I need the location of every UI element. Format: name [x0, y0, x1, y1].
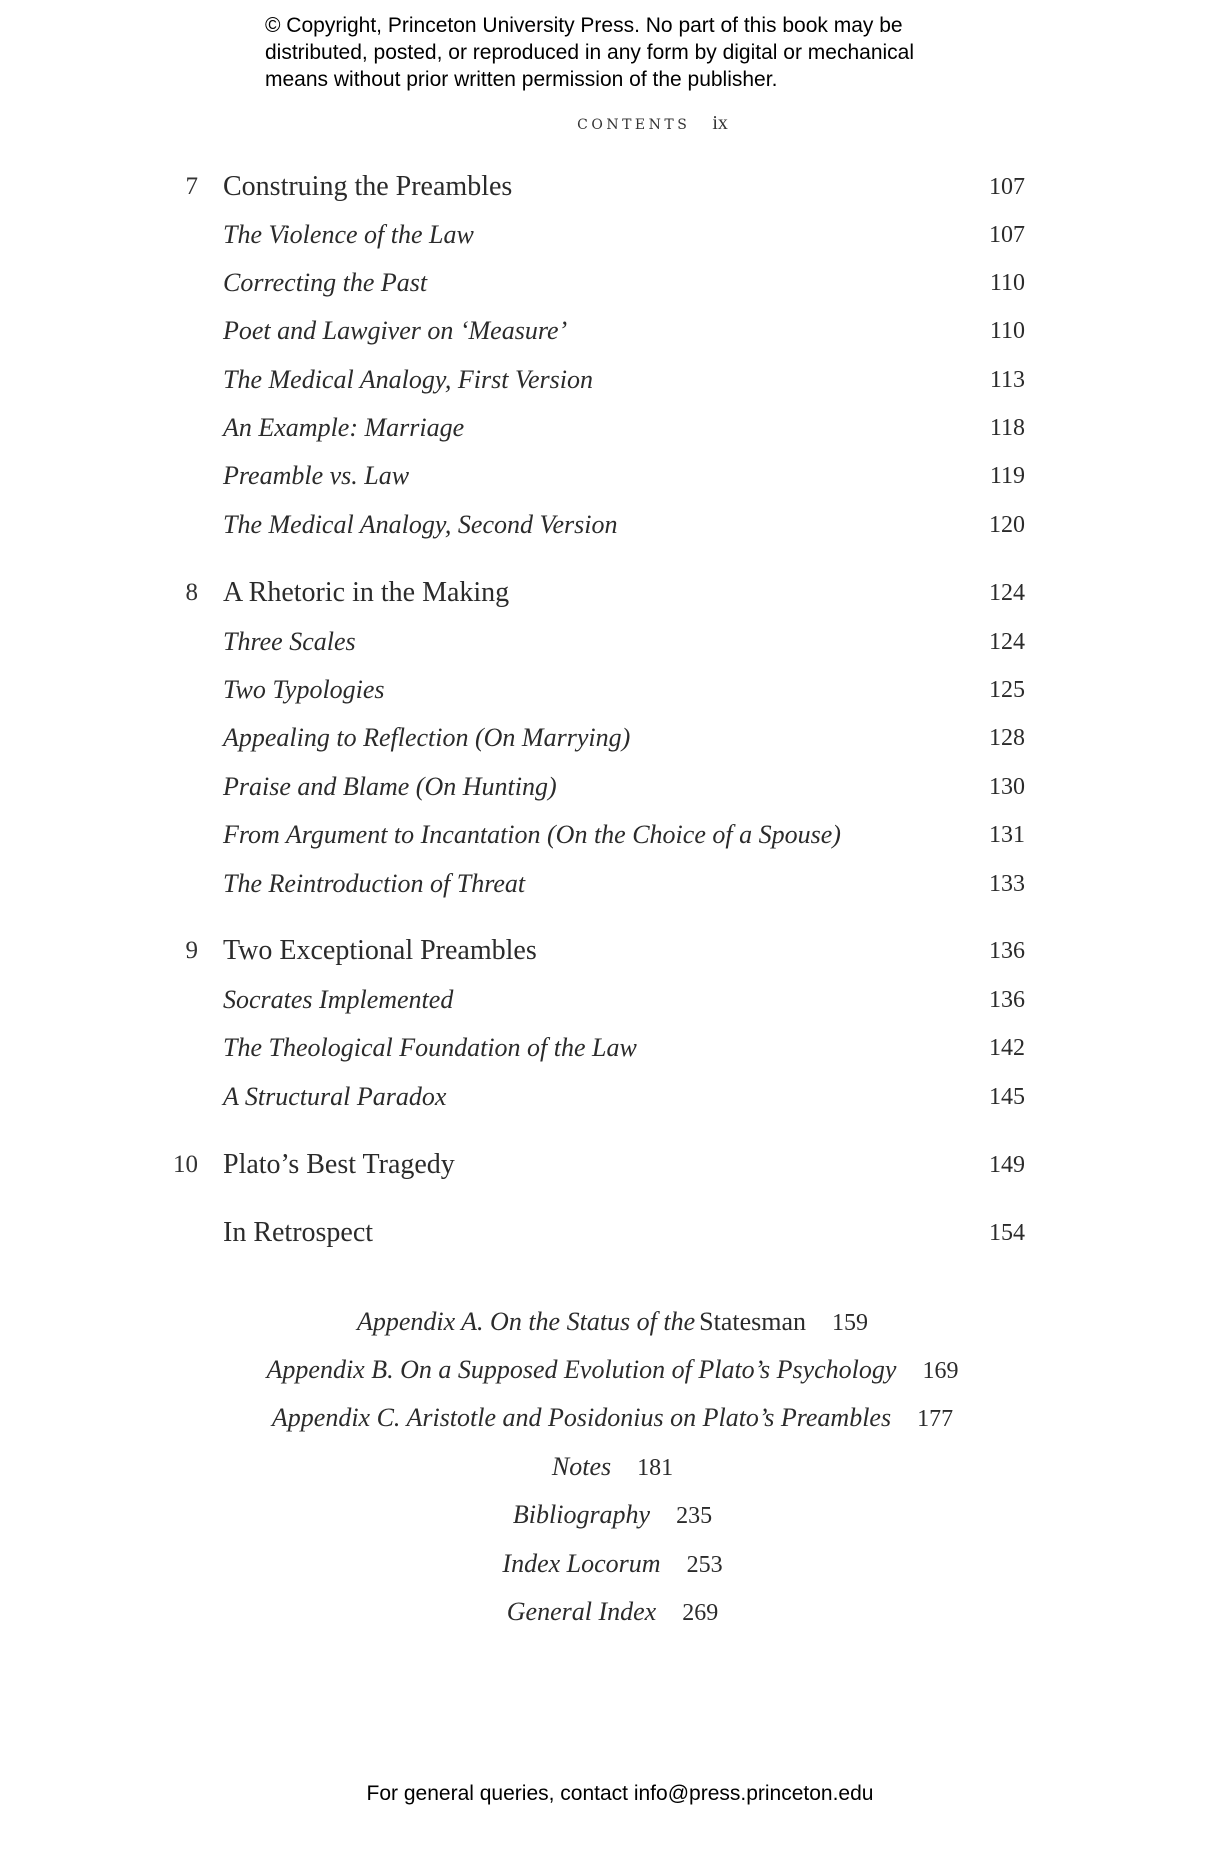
page-number: 130 — [989, 774, 1025, 800]
toc-chapter-10 — [0, 1145, 1225, 1185]
page-number: 159 — [832, 1310, 869, 1336]
toc-section — [0, 718, 1225, 758]
page-number: 124 — [989, 629, 1025, 655]
page-number: 124 — [989, 580, 1025, 606]
toc-section — [0, 670, 1225, 710]
page-number: 177 — [917, 1406, 954, 1432]
page-number: 107 — [989, 222, 1025, 248]
toc-section — [0, 1077, 1225, 1117]
section-title: Correcting the Past — [223, 268, 428, 297]
page-number: 136 — [989, 987, 1025, 1013]
copyright-notice — [265, 12, 1025, 93]
toc-section — [0, 1028, 1225, 1068]
section-title: The Violence of the Law — [223, 220, 474, 249]
toc-section — [0, 864, 1225, 904]
running-head-title: CONTENTS — [577, 117, 691, 133]
running-head — [0, 112, 1225, 135]
section-title: Praise and Blame (On Hunting) — [223, 772, 557, 801]
page-number: 107 — [989, 174, 1025, 200]
toc-appendix-c — [0, 1398, 1225, 1438]
section-title: The Medical Analogy, First Version — [223, 365, 593, 394]
page-number: 118 — [989, 415, 1025, 441]
page-number: 133 — [989, 871, 1025, 897]
toc-section — [0, 360, 1225, 400]
section-title: The Theological Foundation of the Law — [223, 1033, 637, 1062]
running-head-page: ix — [712, 112, 728, 134]
chapter-number: 7 — [185, 173, 198, 200]
footer-contact: For general queries, contact info@press.princeton.edu — [366, 1782, 874, 1805]
section-title: Socrates Implemented — [223, 985, 454, 1014]
section-title: The Medical Analogy, Second Version — [223, 510, 618, 539]
copyright-line-3: means without prior written permission of the publisher. — [265, 68, 778, 91]
section-title: From Argument to Incantation (On the Choice of a Spouse) — [223, 820, 841, 849]
page-number: 235 — [676, 1503, 713, 1529]
back-matter-title: Notes — [551, 1452, 612, 1481]
section-title: Preamble vs. Law — [223, 461, 410, 490]
page-number: 269 — [682, 1600, 719, 1626]
back-matter-title: General Index — [506, 1597, 657, 1626]
appendix-title-work: Statesman — [699, 1307, 807, 1336]
toc-section — [0, 622, 1225, 662]
toc-chapter-9 — [0, 931, 1225, 971]
section-title: An Example: Marriage — [223, 413, 465, 442]
toc-section — [0, 815, 1225, 855]
back-matter-title: Bibliography — [512, 1500, 651, 1529]
toc-chapter-7 — [0, 167, 1225, 207]
page-number: 145 — [989, 1084, 1025, 1110]
appendix-title: Appendix B. On a Supposed Evolution of Plato’s Psychology — [266, 1355, 897, 1384]
back-matter-title: Index Locorum — [502, 1549, 661, 1578]
chapter-number: 10 — [173, 1151, 198, 1178]
toc-section — [0, 263, 1225, 303]
toc-index-locorum — [0, 1544, 1225, 1584]
page-number: 149 — [989, 1152, 1025, 1178]
chapter-number: 8 — [185, 579, 198, 606]
toc-section — [0, 311, 1225, 351]
page-number: 110 — [989, 270, 1025, 296]
chapter-title: A Rhetoric in the Making — [223, 577, 510, 608]
toc-bibliography — [0, 1495, 1225, 1535]
page-number: 142 — [989, 1035, 1025, 1061]
page-number: 131 — [989, 822, 1025, 848]
toc-section — [0, 408, 1225, 448]
page-number: 128 — [989, 725, 1025, 751]
section-title: A Structural Paradox — [223, 1082, 447, 1111]
section-title: Appealing to Reflection (On Marrying) — [223, 723, 631, 752]
chapter-title: Plato’s Best Tragedy — [223, 1149, 455, 1180]
chapter-title: In Retrospect — [223, 1217, 374, 1248]
page-number: 110 — [989, 318, 1025, 344]
chapter-title: Construing the Preambles — [223, 171, 513, 202]
page-number: 113 — [989, 367, 1025, 393]
page-number: 125 — [989, 677, 1025, 703]
toc-notes — [0, 1447, 1225, 1487]
page-number: 169 — [922, 1358, 959, 1384]
page-number: 181 — [637, 1455, 674, 1481]
toc-section — [0, 456, 1225, 496]
section-title: The Reintroduction of Threat — [223, 869, 526, 898]
toc-appendix-a — [0, 1302, 1225, 1342]
appendix-title: Appendix A. On the Status of the — [356, 1307, 696, 1336]
section-title: Three Scales — [223, 627, 356, 656]
page-number: 120 — [989, 512, 1025, 538]
toc-section — [0, 505, 1225, 545]
copyright-line-2: distributed, posted, or reproduced in any form by digital or mechanical — [265, 41, 915, 64]
page-number: 136 — [989, 938, 1025, 964]
toc-in-retrospect — [0, 1213, 1225, 1253]
toc-section — [0, 980, 1225, 1020]
copyright-line-1: © Copyright, Princeton University Press. No part of this book may be — [265, 14, 903, 37]
toc-chapter-8 — [0, 573, 1225, 613]
appendix-title: Appendix C. Aristotle and Posidonius on Plato’s Preambles — [271, 1403, 892, 1432]
toc-appendix-b — [0, 1350, 1225, 1390]
chapter-number: 9 — [185, 937, 198, 964]
chapter-title: Two Exceptional Preambles — [223, 935, 537, 966]
page-number: 154 — [989, 1220, 1025, 1246]
toc-section — [0, 767, 1225, 807]
page-number: 253 — [686, 1552, 723, 1578]
section-title: Two Typologies — [223, 675, 385, 704]
toc-section — [0, 215, 1225, 255]
page-number: 119 — [989, 463, 1025, 489]
toc-general-index — [0, 1592, 1225, 1632]
section-title: Poet and Lawgiver on ‘Measure’ — [223, 316, 568, 345]
